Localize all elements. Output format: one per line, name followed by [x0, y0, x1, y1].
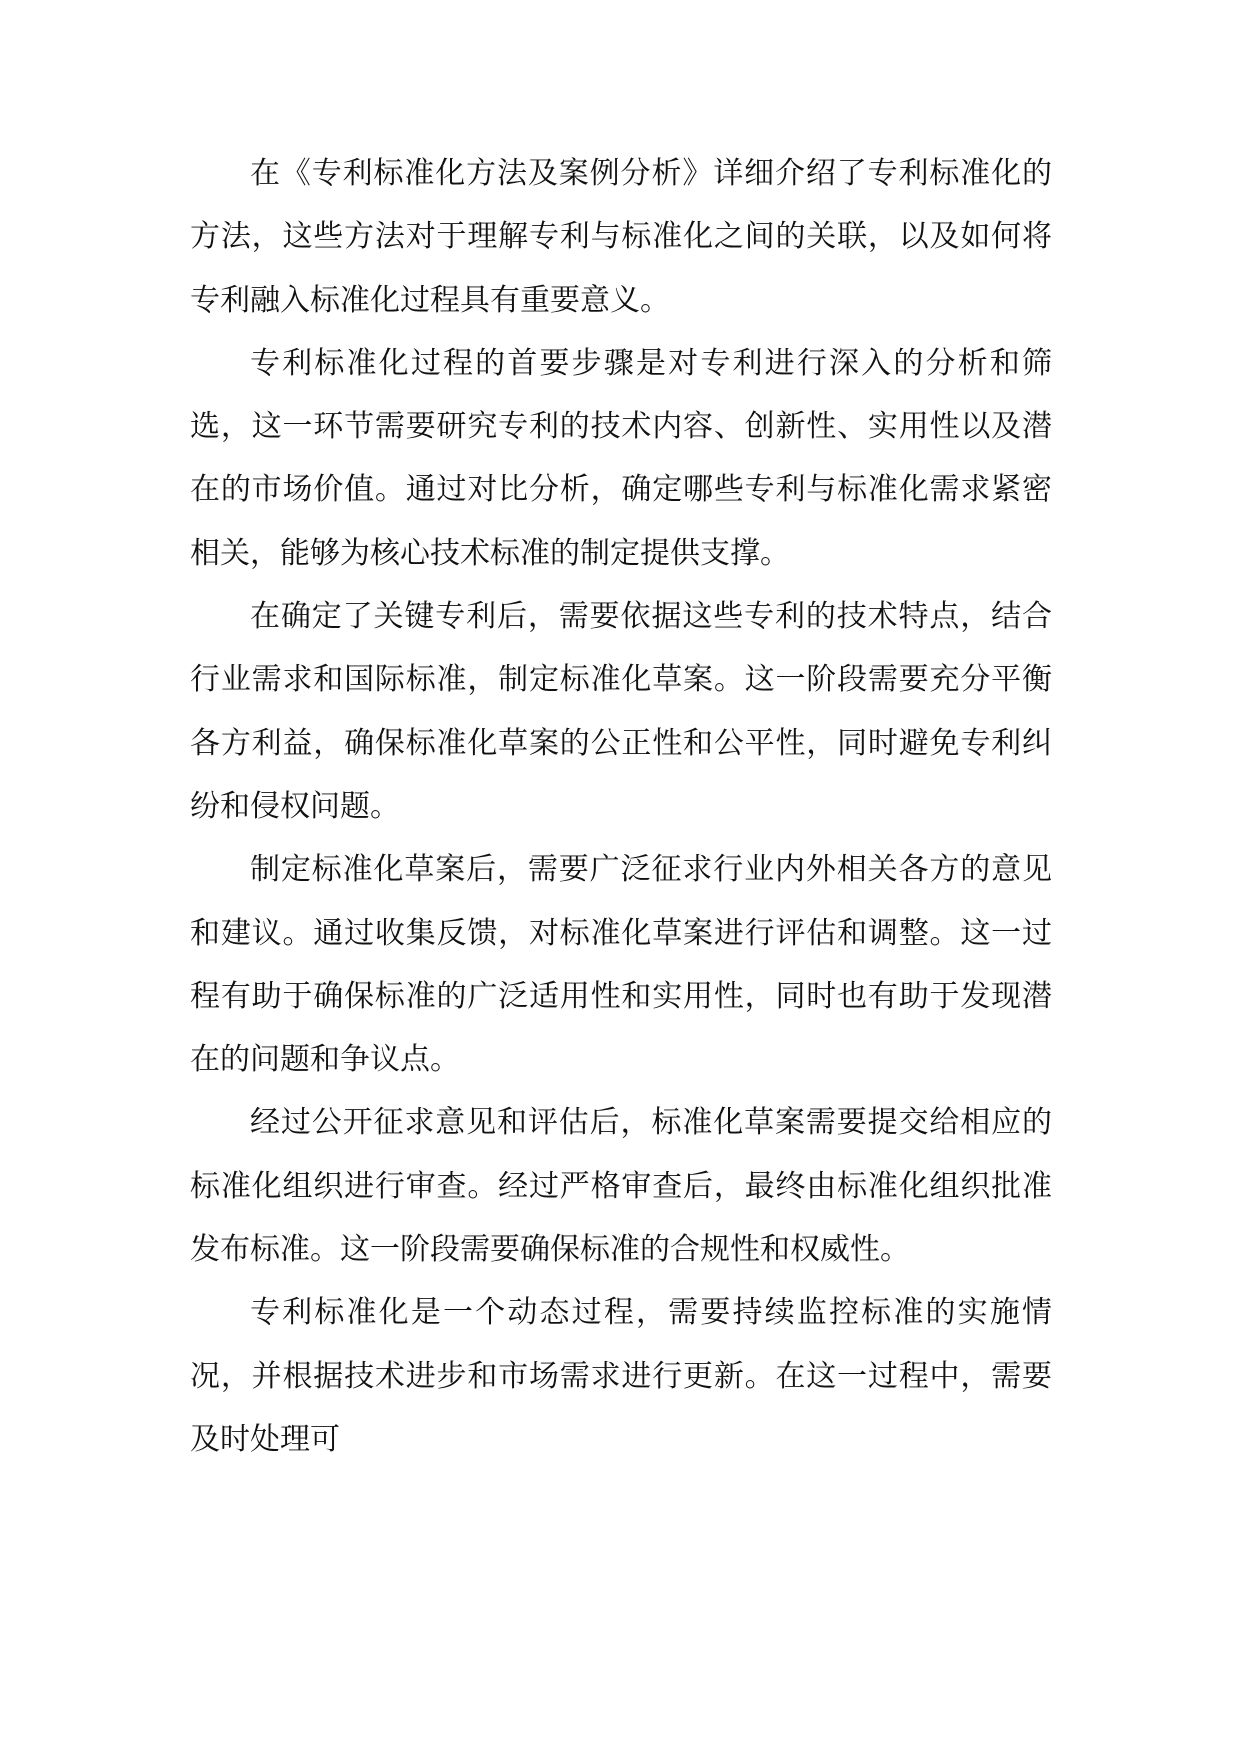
paragraph-6: 专利标准化是一个动态过程，需要持续监控标准的实施情况，并根据技术进步和市场需求进行更新。在这一过程中，需要及时处理可	[190, 1295, 1052, 1457]
paragraph-2: 专利标准化过程的首要步骤是对专利进行深入的分析和筛选，这一环节需要研究专利的技术内容、创新性、实用性以及潜在的市场价值。通过对比分析，确定哪些专利与标准化需求紧密相关，能够为核心技术标准的制定提供支撑。	[190, 345, 1052, 571]
paragraph-1: 在《专利标准化方法及案例分析》详细介绍了专利标准化的方法，这些方法对于理解专利与标准化之间的关联，以及如何将专利融入标准化过程具有重要意义。	[190, 156, 1052, 318]
paragraph-4: 制定标准化草案后，需要广泛征求行业内外相关各方的意见和建议。通过收集反馈，对标准化草案进行评估和调整。这一过程有助于确保标准的广泛适用性和实用性，同时也有助于发现潜在的问题和争议点。	[190, 852, 1052, 1078]
paragraph-3: 在确定了关键专利后，需要依据这些专利的技术特点，结合行业需求和国际标准，制定标准化草案。这一阶段需要充分平衡各方利益，确保标准化草案的公正性和公平性，同时避免专利纠纷和侵权问题。	[190, 599, 1052, 824]
document-body	[190, 142, 1052, 1471]
paragraph-5: 经过公开征求意见和评估后，标准化草案需要提交给相应的标准化组织进行审查。经过严格审查后，最终由标准化组织批准发布标准。这一阶段需要确保标准的合规性和权威性。	[190, 1105, 1052, 1268]
